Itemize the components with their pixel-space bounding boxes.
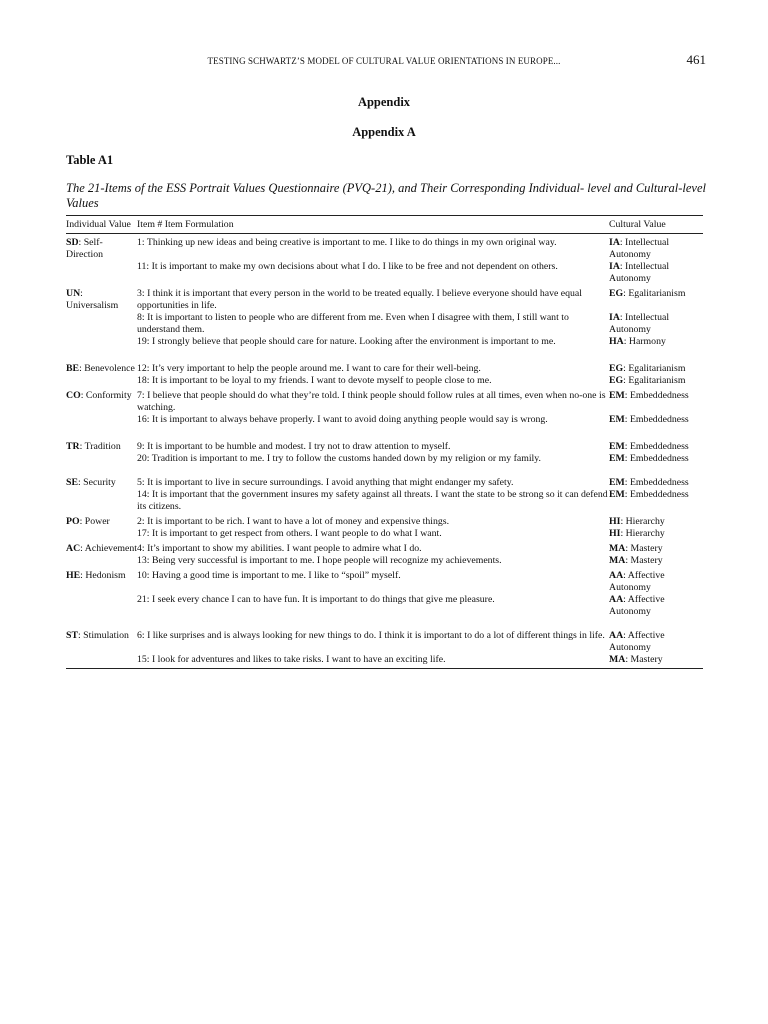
cultural-value xyxy=(609,237,703,261)
value-group-row xyxy=(66,540,703,567)
individual-value-name: : Benevolence xyxy=(79,363,135,374)
cultural-value-abbr: AA xyxy=(609,570,624,581)
cultural-value xyxy=(609,594,703,618)
cultural-value-name: : Intellectual Autonomy xyxy=(609,261,670,284)
cultural-value-abbr: EM xyxy=(609,477,625,488)
item-formulation: 17: It is important to get respect from others. I want people to do what I want. xyxy=(137,528,442,539)
cultural-value-cell xyxy=(609,360,703,387)
cultural-value-name: : Embeddedness xyxy=(624,390,689,401)
cultural-value xyxy=(609,543,703,555)
cultural-value-name: : Hierarchy xyxy=(620,516,665,527)
individual-value-cell xyxy=(66,438,137,465)
cultural-value-abbr: MA xyxy=(609,555,626,566)
cultural-value-name: : Embeddedness xyxy=(624,453,689,464)
table-label: Table A1 xyxy=(66,153,114,167)
individual-value-abbr: TR xyxy=(66,441,80,452)
item-formulation-cell xyxy=(137,618,609,669)
individual-value-cell xyxy=(66,513,137,540)
cultural-value xyxy=(609,390,703,414)
cultural-value xyxy=(609,363,703,375)
cultural-value-abbr: EG xyxy=(609,363,624,374)
individual-value-name: : Achievement xyxy=(80,543,138,554)
item-formulation-cell xyxy=(137,285,609,360)
item-formulation: 15: I look for adventures and likes to take risks. I want to have an exciting life. xyxy=(137,654,446,665)
value-group-row xyxy=(66,234,703,286)
cultural-value-abbr: MA xyxy=(609,543,626,554)
item-formulation: 8: It is important to listen to people who are different from me. Even when I disagree with them, I still want to understand them. xyxy=(137,312,569,335)
cultural-value-cell xyxy=(609,285,703,360)
item-formulation: 4: It’s important to show my abilities. I want people to admire what I do. xyxy=(137,543,422,554)
item-formulation-cell xyxy=(137,438,609,465)
individual-value-name: : Conformity xyxy=(80,390,132,401)
cultural-value-name: : Embeddedness xyxy=(624,441,689,452)
cultural-value-abbr: HI xyxy=(609,528,621,539)
cultural-value xyxy=(609,528,703,540)
item-formulation-cell xyxy=(137,360,609,387)
header-cultural-value: Cultural Value xyxy=(609,216,703,234)
item-formulation: 5: It is important to live in secure surroundings. I avoid anything that might endanger my safety. xyxy=(137,477,514,488)
individual-value-cell xyxy=(66,234,137,286)
cultural-value-cell xyxy=(609,465,703,513)
page-number: 461 xyxy=(686,52,706,67)
cultural-value xyxy=(609,336,703,360)
cultural-value-name: : Mastery xyxy=(625,543,663,554)
cultural-value xyxy=(609,414,703,438)
cultural-value-name: : Mastery xyxy=(625,555,663,566)
cultural-value-name: : Intellectual Autonomy xyxy=(609,237,670,260)
value-group-row xyxy=(66,465,703,513)
cultural-value-abbr: AA xyxy=(609,630,624,641)
item-formulation: 3: I think it is important that every person in the world to be treated equally. I believe everyone should have equal opportunities in life. xyxy=(137,288,582,311)
individual-value-name: : Hedonism xyxy=(80,570,126,581)
value-group-row xyxy=(66,285,703,360)
cultural-value xyxy=(609,261,703,285)
item-formulation: 16: It is important to always behave properly. I want to avoid doing anything people would say is wrong. xyxy=(137,414,548,425)
individual-value-abbr: UN xyxy=(66,288,81,299)
item-formulation-cell xyxy=(137,540,609,567)
item-formulation: 13: Being very successful is important to me. I hope people will recognize my achievements. xyxy=(137,555,502,566)
cultural-value-abbr: EM xyxy=(609,453,625,464)
cultural-value-abbr: HI xyxy=(609,516,621,527)
cultural-value xyxy=(609,453,703,465)
item-formulation: 19: I strongly believe that people should care for nature. Looking after the environment is important to me. xyxy=(137,336,556,347)
appendix-subtitle: Appendix A xyxy=(352,125,416,139)
individual-value-abbr: SE xyxy=(66,477,78,488)
cultural-value-name: : Egalitarianism xyxy=(623,363,686,374)
cultural-value-cell xyxy=(609,618,703,669)
cultural-value xyxy=(609,375,703,387)
value-group-row xyxy=(66,513,703,540)
cultural-value-name: : Hierarchy xyxy=(620,528,665,539)
cultural-value-name: : Affective Autonomy xyxy=(609,630,665,653)
cultural-value-abbr: EG xyxy=(609,375,624,386)
individual-value-cell xyxy=(66,285,137,360)
item-formulation-cell xyxy=(137,465,609,513)
cultural-value-abbr: EG xyxy=(609,288,624,299)
individual-value-abbr: CO xyxy=(66,390,81,401)
individual-value-cell xyxy=(66,360,137,387)
cultural-value xyxy=(609,288,703,312)
individual-value-cell xyxy=(66,387,137,438)
value-group-row xyxy=(66,387,703,438)
individual-value-abbr: BE xyxy=(66,363,80,374)
header-individual-value: Individual Value xyxy=(66,216,137,234)
individual-value-cell xyxy=(66,540,137,567)
item-formulation: 7: I believe that people should do what they’re told. I think people should follow rules at all times, even when no-one is watching. xyxy=(137,390,606,413)
running-head: TESTING SCHWARTZ’S MODEL OF CULTURAL VALUE ORIENTATIONS IN EUROPE... xyxy=(207,56,561,66)
item-formulation: 11: It is important to make my own decisions about what I do. I like to be free and not dependent on others. xyxy=(137,261,558,272)
item-formulation: 14: It is important that the government insures my safety against all threats. I want the state to be strong so it can defend its citizens. xyxy=(137,489,608,512)
individual-value-cell xyxy=(66,618,137,669)
individual-value-abbr: SD xyxy=(66,237,79,248)
item-formulation: 21: I seek every chance I can to have fun. It is important to do things that give me pleasure. xyxy=(137,594,495,605)
individual-value-name: : Security xyxy=(77,477,116,488)
cultural-value-abbr: EM xyxy=(609,414,625,425)
individual-value-name: : Power xyxy=(79,516,110,527)
item-formulation: 2: It is important to be rich. I want to have a lot of money and expensive things. xyxy=(137,516,450,527)
cultural-value-name: : Mastery xyxy=(625,654,663,665)
header-item-formulation: Item # Item Formulation xyxy=(137,216,609,234)
cultural-value-abbr: AA xyxy=(609,594,624,605)
item-formulation: 6: I like surprises and is always looking for new things to do. I think it is important to do a lot of different things in life. xyxy=(137,630,605,641)
item-formulation: 9: It is important to be humble and modest. I try not to draw attention to myself. xyxy=(137,441,451,452)
value-group-row xyxy=(66,618,703,669)
individual-value-abbr: AC xyxy=(66,543,81,554)
table-caption: The 21-Items of the ESS Portrait Values Questionnaire (PVQ-21), and Their Corresponding Individual- level and Cultural-level Values xyxy=(66,181,706,210)
cultural-value-name: : Affective Autonomy xyxy=(609,594,665,617)
item-formulation: 20: Tradition is important to me. I try to follow the customs handed down by my religion or my family. xyxy=(137,453,541,464)
cultural-value-abbr: IA xyxy=(609,261,620,272)
cultural-value-abbr: EM xyxy=(609,390,625,401)
cultural-value xyxy=(609,312,703,336)
item-formulation-cell xyxy=(137,513,609,540)
value-group-row xyxy=(66,360,703,387)
cultural-value xyxy=(609,516,703,528)
cultural-value-abbr: EM xyxy=(609,489,625,500)
item-formulation-cell xyxy=(137,387,609,438)
individual-value-cell xyxy=(66,465,137,513)
cultural-value-name: : Embeddedness xyxy=(624,489,689,500)
cultural-value xyxy=(609,441,703,453)
cultural-value-abbr: HA xyxy=(609,336,624,347)
value-group-row xyxy=(66,567,703,618)
cultural-value-abbr: EM xyxy=(609,441,625,452)
cultural-value-name: : Embeddedness xyxy=(624,477,689,488)
individual-value-abbr: HE xyxy=(66,570,81,581)
individual-value-name: : Self-Direction xyxy=(66,237,103,260)
cultural-value-cell xyxy=(609,387,703,438)
table-body xyxy=(66,234,703,669)
cultural-value-cell xyxy=(609,540,703,567)
item-formulation-cell xyxy=(137,234,609,286)
cultural-value-name: : Embeddedness xyxy=(624,414,689,425)
cultural-value-cell xyxy=(609,513,703,540)
individual-value-cell xyxy=(66,567,137,618)
cultural-value-name: : Harmony xyxy=(623,336,666,347)
cultural-value-name: : Egalitarianism xyxy=(623,375,686,386)
item-formulation: 18: It is important to be loyal to my friends. I want to devote myself to people close to me. xyxy=(137,375,492,386)
individual-value-name: : Tradition xyxy=(79,441,121,452)
item-formulation: 10: Having a good time is important to me. I like to “spoil” myself. xyxy=(137,570,401,581)
cultural-value-name: : Intellectual Autonomy xyxy=(609,312,670,335)
cultural-value-name: : Affective Autonomy xyxy=(609,570,665,593)
cultural-value xyxy=(609,489,703,513)
cultural-value xyxy=(609,630,703,654)
item-formulation: 1: Thinking up new ideas and being creative is important to me. I like to do things in my own original way. xyxy=(137,237,557,248)
cultural-value xyxy=(609,555,703,567)
individual-value-abbr: ST xyxy=(66,630,78,641)
cultural-value-name: : Egalitarianism xyxy=(623,288,686,299)
table-header-row xyxy=(66,216,703,234)
individual-value-name: : Universalism xyxy=(66,288,119,311)
cultural-value xyxy=(609,477,703,489)
value-group-row xyxy=(66,438,703,465)
cultural-value-abbr: MA xyxy=(609,654,626,665)
cultural-value xyxy=(609,570,703,594)
individual-value-abbr: PO xyxy=(66,516,80,527)
pvq-table xyxy=(66,215,703,669)
item-formulation: 12: It’s very important to help the people around me. I want to care for their well-being. xyxy=(137,363,481,374)
cultural-value-abbr: IA xyxy=(609,312,620,323)
cultural-value xyxy=(609,654,703,666)
cultural-value-cell xyxy=(609,234,703,286)
cultural-value-cell xyxy=(609,567,703,618)
appendix-title: Appendix xyxy=(357,95,411,109)
cultural-value-abbr: IA xyxy=(609,237,620,248)
cultural-value-cell xyxy=(609,438,703,465)
individual-value-name: : Stimulation xyxy=(77,630,129,641)
item-formulation-cell xyxy=(137,567,609,618)
